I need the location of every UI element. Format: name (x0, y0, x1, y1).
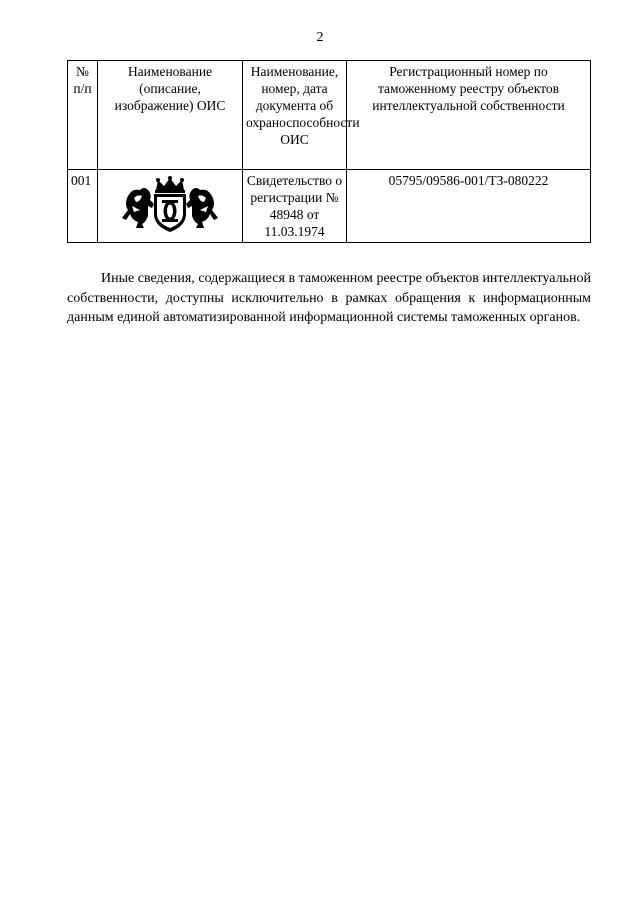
row-number: 001 (68, 170, 98, 243)
ois-table (67, 60, 591, 243)
table-row (68, 170, 591, 243)
header-document: Наименование, номер, дата документа об охраноспособности ОИС (243, 61, 347, 170)
document-info: Свидетельство о регистрации № 48948 от 11.03.1974 (243, 170, 347, 243)
header-reg-number: Регистрационный номер по таможенному реестру объектов интеллектуальной собственности (347, 61, 591, 170)
table-header-row (68, 61, 591, 170)
ois-image-cell (98, 170, 243, 243)
note-paragraph: Иные сведения, содержащиеся в таможенном реестре объектов интеллектуальной собственности, доступны исключительно в рамках обращения к информационным данным единой автоматизированной информационной системы таможенных органов. (67, 271, 591, 325)
page-number: 2 (316, 30, 324, 45)
registration-number: 05795/09586-001/ТЗ-080222 (347, 170, 591, 243)
header-number: № п/п (68, 61, 98, 170)
lion-crest-logo-icon (118, 176, 222, 234)
header-ois-name: Наименование (описание, изображение) ОИС (98, 61, 243, 170)
